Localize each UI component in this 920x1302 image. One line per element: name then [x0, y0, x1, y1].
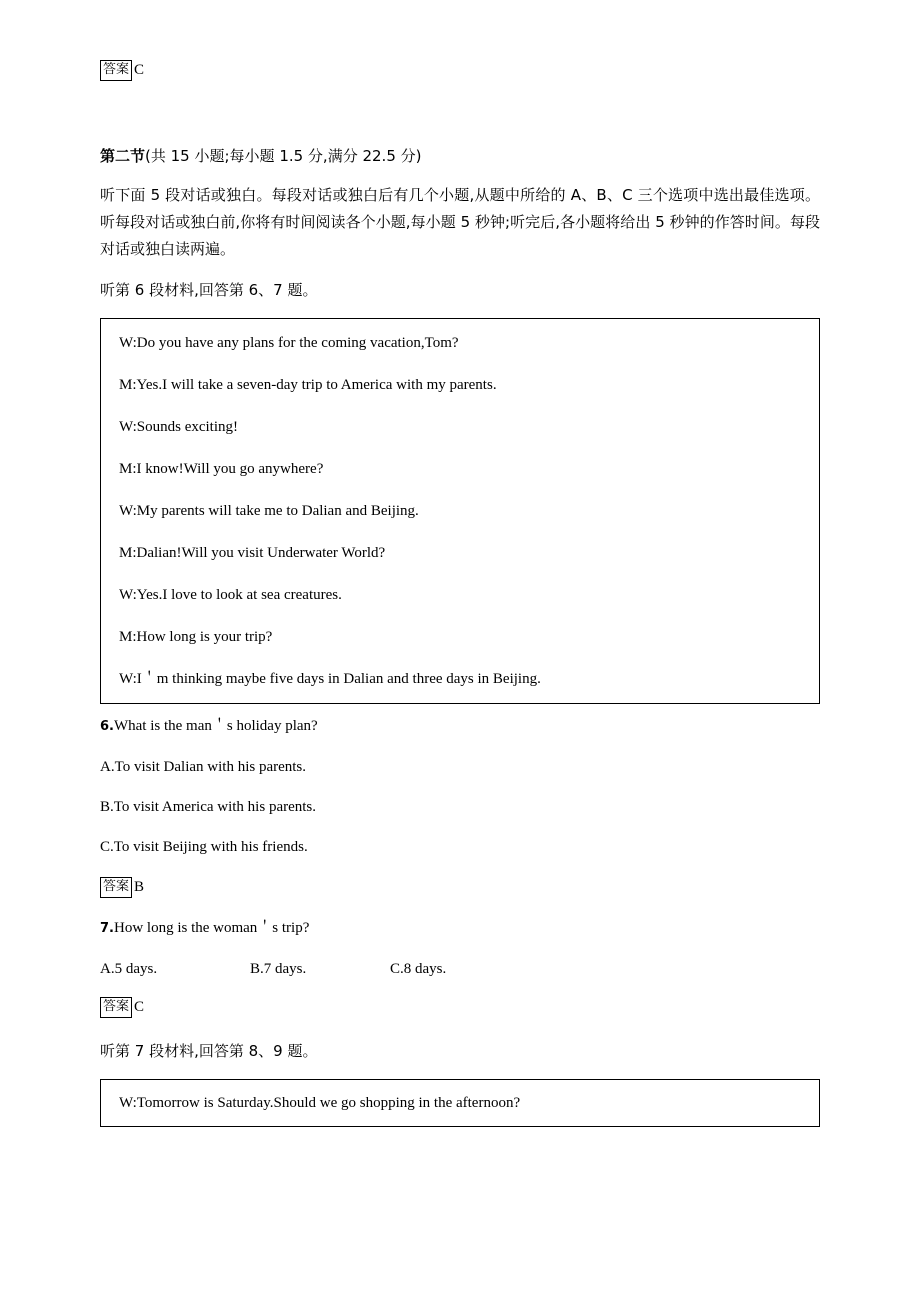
question-7-options [100, 959, 820, 979]
dialog-line: W:Do you have any plans for the coming vacation,Tom? [119, 335, 459, 351]
answer-label: 答案 [100, 60, 132, 81]
dialog-line: W:My parents will take me to Dalian and Beijing. [119, 503, 419, 519]
answer-row-7 [100, 997, 820, 1018]
section-heading [100, 145, 820, 166]
dialog-line: M:I know!Will you go anywhere? [119, 461, 324, 477]
dialog-line: W:Yes.I love to look at sea creatures. [119, 587, 342, 603]
question-7-option-a[interactable]: A.5 days. [100, 961, 158, 977]
section-spacer [100, 99, 820, 145]
dialog-line: M:Dalian!Will you visit Underwater World? [119, 545, 386, 561]
question-number: 6. [100, 719, 114, 734]
dialog-line: W:I＇m thinking maybe five days in Dalian and three days in Beijing. [119, 671, 541, 687]
dialog-line: M:How long is your trip? [119, 629, 273, 645]
section-meta: (共 15 小题;每小题 1.5 分,满分 22.5 分) [145, 147, 422, 165]
dialog-box-6 [100, 318, 820, 704]
top-spacer [100, 0, 820, 60]
answer-value: C [134, 62, 145, 78]
dialog-box-7 [100, 1079, 820, 1127]
question-text: What is the man＇s holiday plan? [113, 718, 318, 734]
dialog-line: W:Sounds exciting! [119, 419, 239, 435]
answer-value: B [134, 879, 145, 895]
section-instruction: 听下面 5 段对话或独白。每段对话或独白后有几个小题,从题中所给的 A、B、C 三个选项中选出最佳选项。听每段对话或独白前,你将有时间阅读各个小题,每小题 5 秒钟;听完后,各小题将给出 5 秒钟的作答时间。每段对话或独白读两遍。 [100, 186, 820, 258]
material-6-label: 听第 6 段材料,回答第 6、7 题。 [100, 281, 318, 299]
material-7-label: 听第 7 段材料,回答第 8、9 题。 [100, 1042, 318, 1060]
question-6-option-b[interactable]: B.To visit America with his parents. [100, 799, 317, 815]
question-7 [100, 918, 820, 939]
answer-row-6 [100, 877, 820, 898]
dialog-line: M:Yes.I will take a seven-day trip to America with my parents. [119, 377, 497, 393]
answer-label: 答案 [100, 997, 132, 1018]
answer-value: C [134, 999, 145, 1015]
question-text: How long is the woman＇s trip? [113, 920, 310, 936]
question-6 [100, 716, 820, 737]
dialog-line: W:Tomorrow is Saturday.Should we go shopping in the afternoon? [119, 1095, 521, 1111]
question-7-option-c[interactable]: C.8 days. [390, 961, 447, 977]
question-6-option-c[interactable]: C.To visit Beijing with his friends. [100, 839, 308, 855]
question-7-option-b[interactable]: B.7 days. [250, 961, 307, 977]
section-title: 第二节 [100, 147, 146, 165]
answer-row-top [100, 60, 820, 81]
answer-label: 答案 [100, 877, 132, 898]
question-6-option-a[interactable]: A.To visit Dalian with his parents. [100, 759, 307, 775]
question-number: 7. [100, 921, 114, 936]
